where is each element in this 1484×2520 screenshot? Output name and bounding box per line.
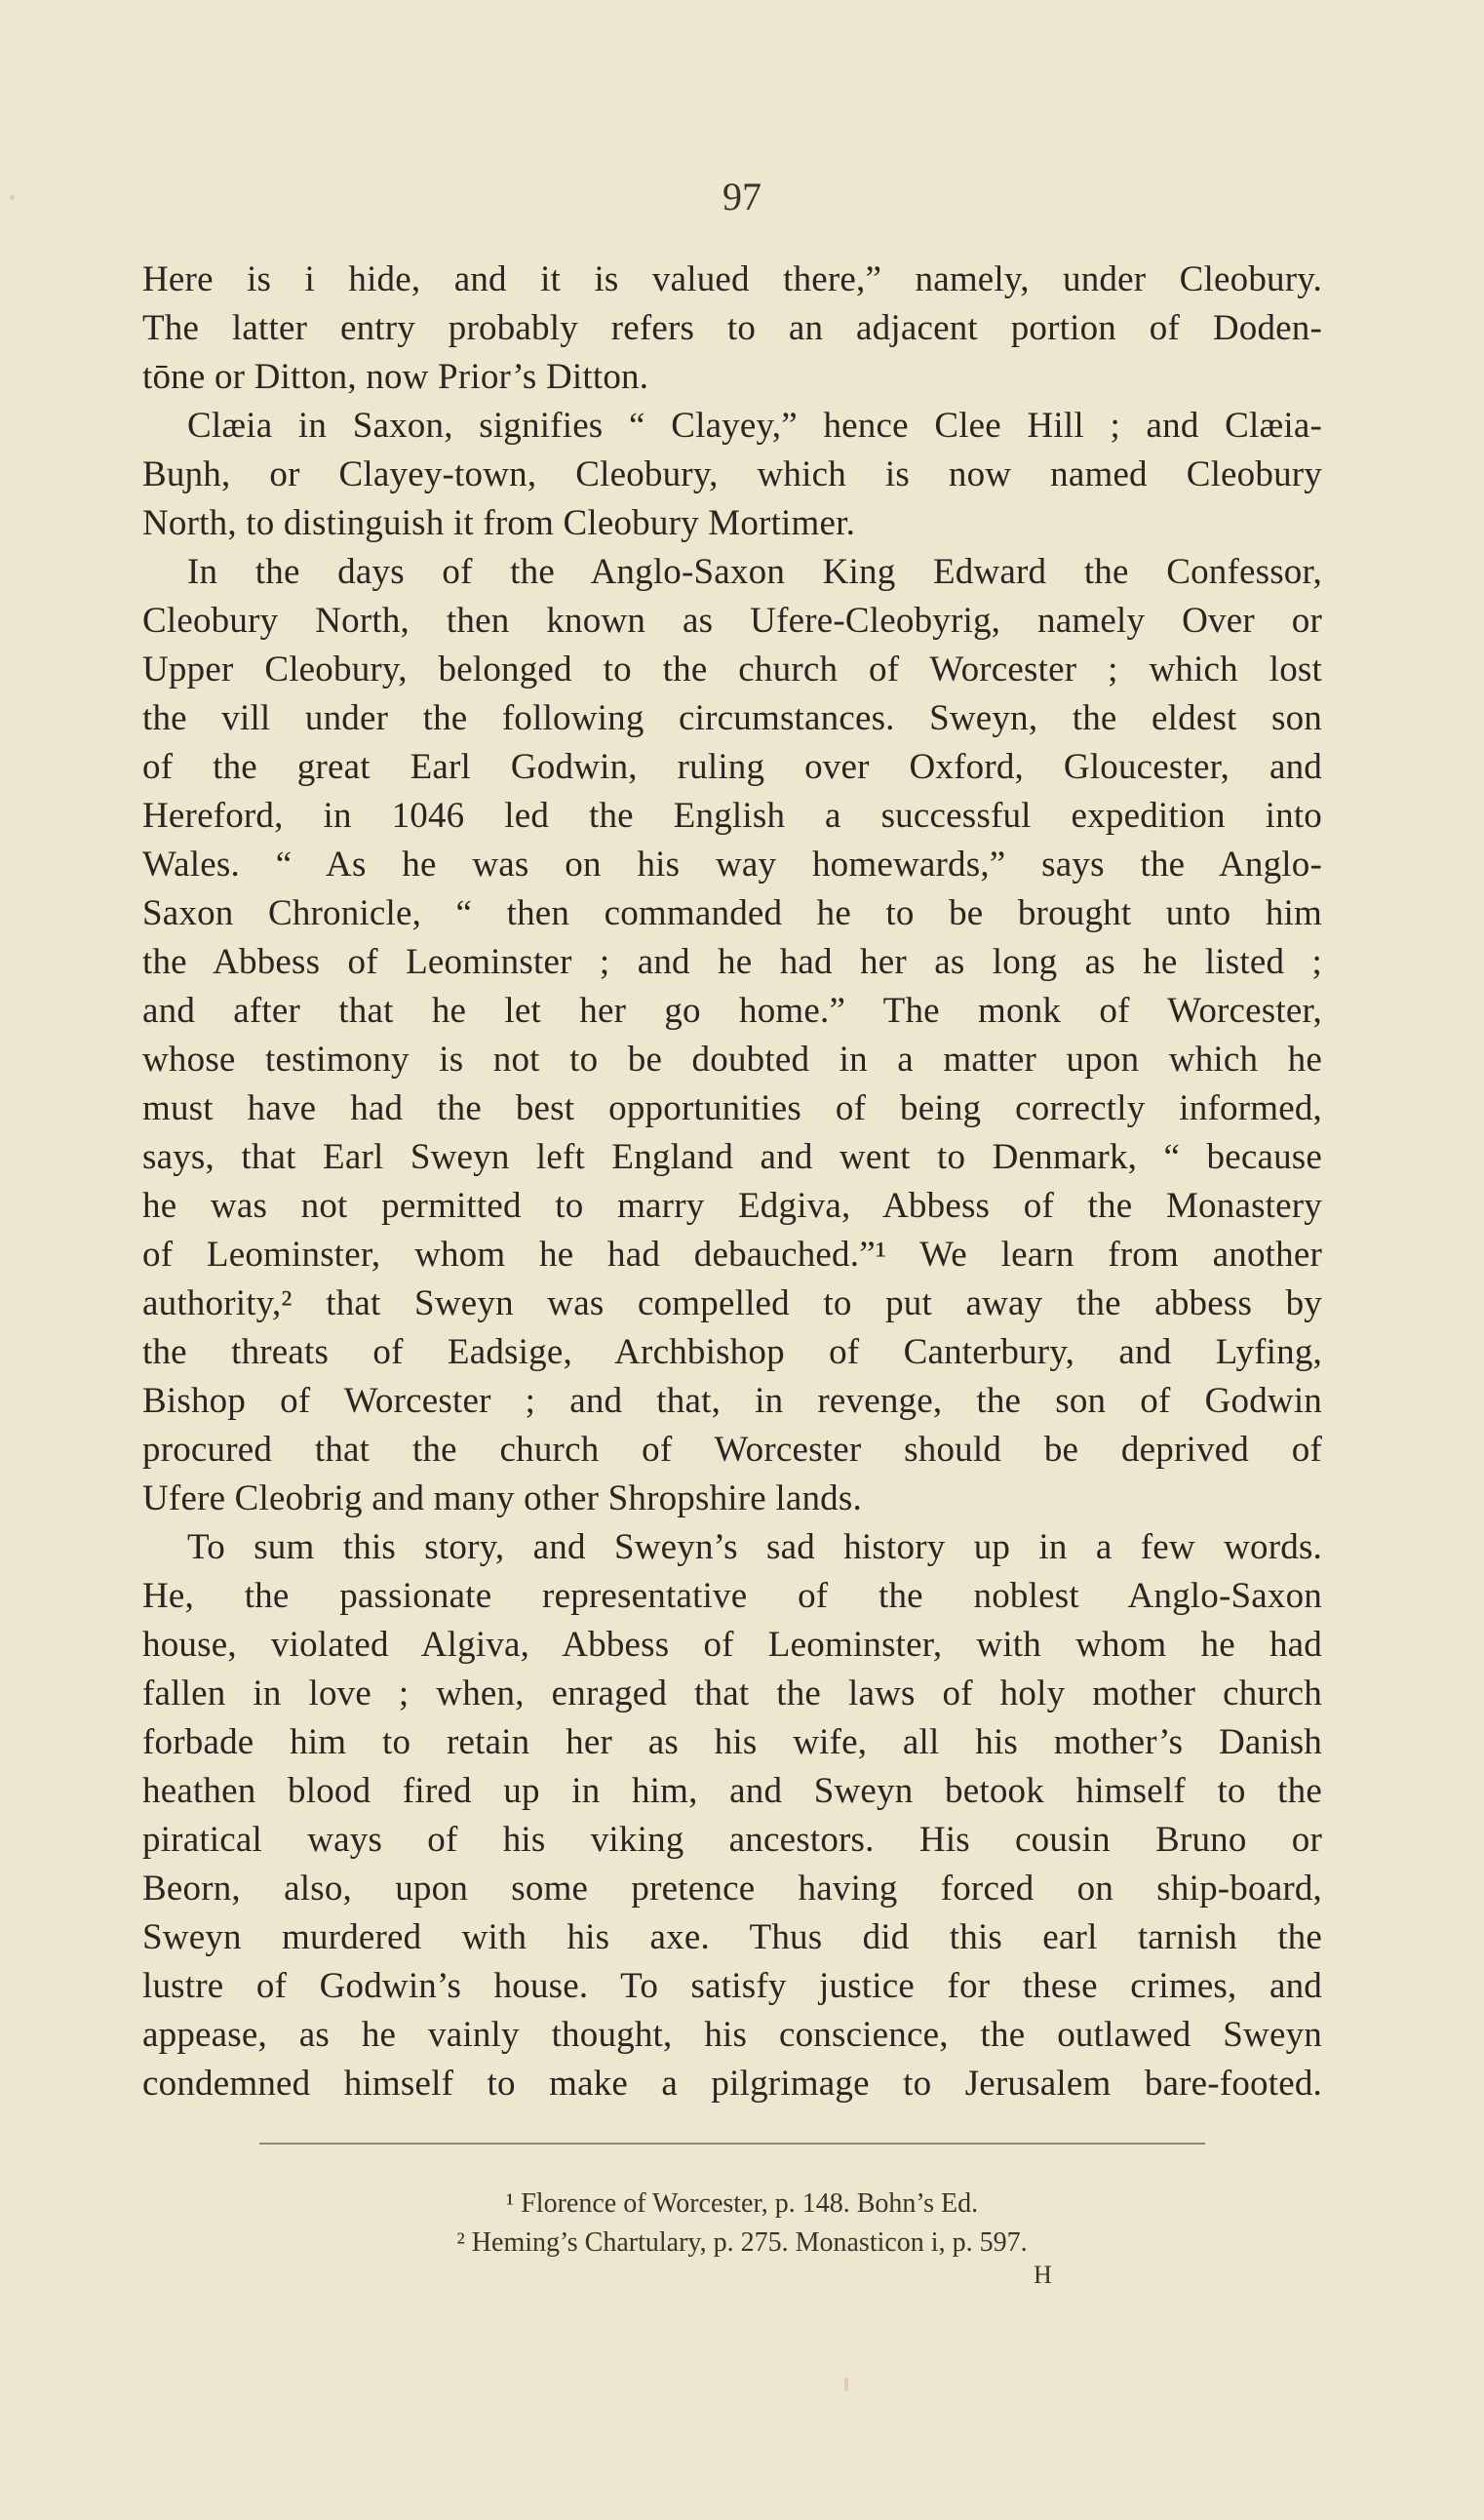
text-line: he was not permitted to marry Edgiva, Abbess of the Monastery — [142, 1186, 1322, 1226]
text-line: the Abbess of Leominster ; and he had her as long as he listed ; — [142, 942, 1322, 982]
text-line: whose testimony is not to be doubted in a matter upon which he — [142, 1040, 1322, 1080]
text-line: appease, as he vainly thought, his conscience, the outlawed Sweyn — [142, 2015, 1322, 2055]
text-line: He, the passionate representative of the noblest Anglo-Saxon — [142, 1576, 1322, 1616]
text-line: and after that he let her go home.” The monk of Worcester, — [142, 991, 1322, 1031]
text-line: North, to distinguish it from Cleobury Mortimer. — [142, 503, 856, 543]
text-line: Saxon Chronicle, “ then commanded he to be brought unto him — [142, 893, 1322, 933]
text-line: tōne or Ditton, now Prior’s Ditton. — [142, 357, 649, 397]
text-line: forbade him to retain her as his wife, all his mother’s Danish — [142, 1722, 1322, 1762]
text-line: Ufere Cleobrig and many other Shropshire lands. — [142, 1478, 862, 1518]
text-line: heathen blood fired up in him, and Sweyn betook himself to the — [142, 1771, 1322, 1811]
text-line: The latter entry probably refers to an adjacent portion of Doden- — [142, 308, 1322, 348]
footnote-2: ² Heming’s Chartulary, p. 275. Monasticon i, p. 597. — [456, 2227, 1028, 2258]
text-line: house, violated Algiva, Abbess of Leominster, with whom he had — [142, 1625, 1322, 1665]
text-line: fallen in love ; when, enraged that the laws of holy mother church — [142, 1673, 1322, 1713]
text-line: the threats of Eadsige, Archbishop of Canterbury, and Lyfing, — [142, 1332, 1322, 1372]
text-line: Sweyn murdered with his axe. Thus did this earl tarnish the — [142, 1917, 1322, 1957]
text-line: of Leominster, whom he had debauched.”¹ We learn from another — [142, 1235, 1322, 1275]
text-line: procured that the church of Worcester should be deprived of — [142, 1430, 1322, 1470]
text-line: authority,² that Sweyn was compelled to put away the abbess by — [142, 1283, 1322, 1323]
text-line: the vill under the following circumstances. Sweyn, the eldest son — [142, 698, 1322, 738]
text-line: Here is i hide, and it is valued there,” namely, under Cleobury. — [142, 259, 1322, 299]
footnote-1: ¹ Florence of Worcester, p. 148. Bohn’s Ed. — [505, 2188, 979, 2219]
text-line: Hereford, in 1046 led the English a successful expedition into — [142, 796, 1322, 836]
text-line: piratical ways of his viking ancestors. His cousin Bruno or — [142, 1820, 1322, 1860]
text-line: In the days of the Anglo-Saxon King Edward the Confessor, — [187, 552, 1322, 592]
page-number: 97 — [722, 175, 762, 218]
paper-spot — [844, 2378, 848, 2391]
text-line: condemned himself to make a pilgrimage to Jerusalem bare-footed. — [142, 2064, 1322, 2104]
signature-mark: H — [1034, 2261, 1052, 2289]
text-line: says, that Earl Sweyn left England and went to Denmark, “ because — [142, 1137, 1322, 1177]
text-line: Cleobury North, then known as Ufere-Cleobyrig, namely Over or — [142, 601, 1322, 641]
text-line: Upper Cleobury, belonged to the church of Worcester ; which lost — [142, 650, 1322, 689]
text-line: Clæia in Saxon, signifies “ Clayey,” hence Clee Hill ; and Clæia- — [187, 406, 1322, 446]
text-line: Bishop of Worcester ; and that, in revenge, the son of Godwin — [142, 1381, 1322, 1421]
text-line: of the great Earl Godwin, ruling over Oxford, Gloucester, and — [142, 747, 1322, 787]
text-line: To sum this story, and Sweyn’s sad history up in a few words. — [187, 1527, 1322, 1567]
text-line: Buɲh, or Clayey-town, Cleobury, which is now named Cleobury — [142, 454, 1322, 494]
text-line: Wales. “ As he was on his way homewards,” says the Anglo- — [142, 845, 1322, 885]
text-line: lustre of Godwin’s house. To satisfy justice for these crimes, and — [142, 1966, 1322, 2006]
footnote-divider — [259, 2143, 1205, 2145]
text-line: Beorn, also, upon some pretence having forced on ship-board, — [142, 1869, 1322, 1909]
text-line: must have had the best opportunities of being correctly informed, — [142, 1088, 1322, 1128]
footnotes — [0, 2185, 1484, 2263]
body-text — [142, 256, 1322, 2108]
